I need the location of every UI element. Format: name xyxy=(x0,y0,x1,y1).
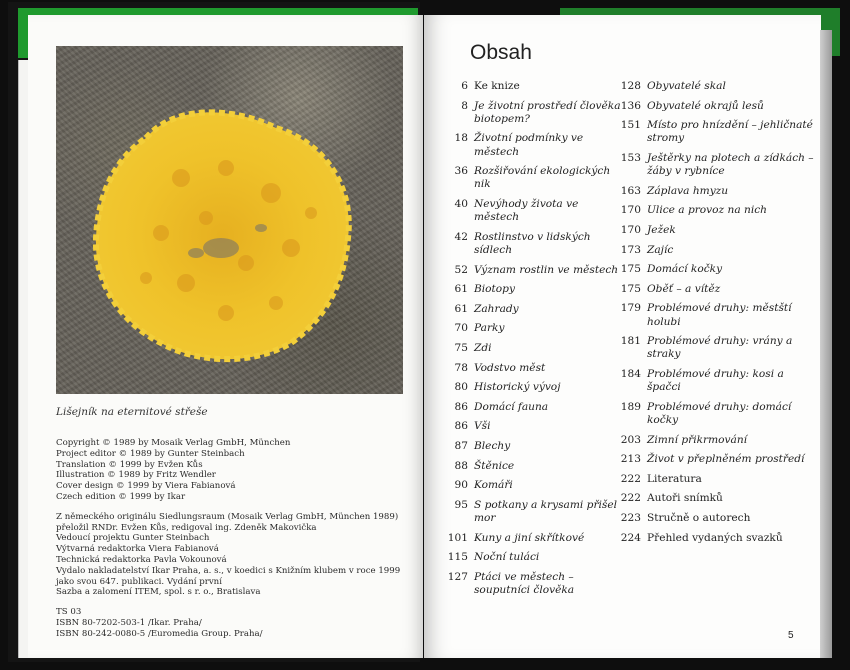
toc-entry xyxy=(444,264,622,277)
isbn-line: ISBN 80-7202-503-1 /Ikar. Praha/ xyxy=(56,617,202,628)
toc-entry-title: Zajíc xyxy=(647,243,674,256)
toc-entry xyxy=(618,453,814,466)
toc-entry-title: Životní podmínky ve městech xyxy=(474,132,584,158)
toc-entry xyxy=(444,571,622,597)
toc-entry xyxy=(618,401,814,427)
toc-entry xyxy=(618,434,814,447)
toc-page-number: 95 xyxy=(454,498,468,511)
toc-page-number: 179 xyxy=(620,302,641,315)
toc-column-left xyxy=(444,80,622,603)
toc-page-number: 222 xyxy=(620,472,641,485)
toc-page-number: 175 xyxy=(620,263,641,276)
toc-page-number: 203 xyxy=(620,433,641,446)
toc-entry xyxy=(444,132,622,158)
toc-entry-title: Zahrady xyxy=(474,302,519,315)
toc-entry xyxy=(618,335,814,361)
toc-page-number: 78 xyxy=(454,361,468,374)
toc-page-number: 136 xyxy=(620,99,641,112)
toc-page-number: 90 xyxy=(454,479,468,492)
toc-entry xyxy=(618,368,814,394)
toc-entry-title: Rostlinstvo v lidských sídlech xyxy=(474,230,591,256)
toc-entry-title: Ježek xyxy=(647,223,676,236)
toc-entry-title: Přehled vydaných svazků xyxy=(647,531,783,544)
toc-entry-title: Domácí fauna xyxy=(474,400,549,413)
toc-column-right xyxy=(618,80,814,551)
toc-page-number: 189 xyxy=(620,400,641,413)
toc-entry xyxy=(444,551,622,564)
toc-entry-title: Štěnice xyxy=(474,459,515,472)
toc-page-number: 88 xyxy=(454,459,468,472)
toc-page-number: 42 xyxy=(454,230,468,243)
copyright-line: Czech edition © 1999 by Ikar xyxy=(56,491,186,502)
toc-entry-title: Problémové druhy: městští holubi xyxy=(647,302,792,328)
toc-entry xyxy=(444,440,622,453)
toc-entry-title: Problémové druhy: vrány a straky xyxy=(647,335,793,361)
toc-entry-title: Oběť – a vítěz xyxy=(647,282,721,295)
toc-entry-title: Vši xyxy=(474,420,491,433)
toc-entry xyxy=(618,80,814,93)
toc-page-number: 101 xyxy=(447,531,468,544)
toc-page-number: 18 xyxy=(454,132,468,145)
toc-entry-title: Vodstvo měst xyxy=(474,361,546,374)
isbn-line: ISBN 80-242-0080-5 /Euromedia Group. Praha/ xyxy=(56,628,263,639)
toc-entry-title: Problémové druhy: domácí kočky xyxy=(647,400,792,426)
toc-page-number: 52 xyxy=(454,263,468,276)
toc-entry-title: Obyvatelé skal xyxy=(647,80,726,92)
toc-entry xyxy=(618,263,814,276)
toc-entry-title: Parky xyxy=(474,322,505,335)
toc-entry-title: Biotopy xyxy=(474,283,515,296)
toc-page-number: 70 xyxy=(454,322,468,335)
toc-entry xyxy=(444,80,622,93)
toc-entry xyxy=(444,100,622,126)
toc-entry xyxy=(444,401,622,414)
toc-entry-title: Obyvatelé okrajů lesů xyxy=(647,99,764,112)
copyright-line: Illustration © 1989 by Fritz Wendler xyxy=(56,470,216,481)
toc-page-number: 36 xyxy=(454,165,468,178)
toc-entry xyxy=(444,303,622,316)
toc-entry xyxy=(618,473,814,486)
page-stack-edge-right xyxy=(820,30,832,658)
page-number: 5 xyxy=(788,630,794,641)
toc-entry-title: Problémové druhy: kosi a špačci xyxy=(647,367,784,394)
toc-page-number: 40 xyxy=(454,197,468,210)
toc-entry-title: Rozšiřování ekologických nik xyxy=(474,165,611,191)
toc-entry xyxy=(618,244,814,257)
credits-line: Vydalo nakladatelství Ikar Praha, a. s., v koedici s Knižním klubem v roce 1999 xyxy=(56,565,401,576)
toc-page-number: 75 xyxy=(454,341,468,354)
isbn-line: TS 03 xyxy=(56,607,82,618)
credits-block xyxy=(56,511,401,598)
toc-page-number: 86 xyxy=(454,400,468,413)
toc-entry-title: Život v přeplněném prostředí xyxy=(647,453,805,466)
toc-entry xyxy=(618,532,814,545)
toc-entry xyxy=(618,224,814,237)
toc-page-number: 8 xyxy=(461,99,468,112)
toc-entry-title: Místo pro hnízdění – jehličnaté stromy xyxy=(647,119,813,145)
toc-entry xyxy=(444,165,622,191)
toc-title: Obsah xyxy=(470,41,532,64)
toc-page-number: 80 xyxy=(454,381,468,394)
toc-entry-title: Zdi xyxy=(474,341,492,354)
toc-entry xyxy=(444,231,622,257)
toc-entry-title: Komáři xyxy=(474,479,513,492)
toc-entry xyxy=(444,283,622,296)
credits-line: Z německého originálu Siedlungsraum (Mosaik Verlag GmbH, München 1989) xyxy=(56,511,399,522)
copyright-line: Copyright © 1989 by Mosaik Verlag GmbH, München xyxy=(56,438,291,448)
toc-page-number: 181 xyxy=(620,335,641,348)
credits-line: Vedoucí projektu Gunter Steinbach xyxy=(56,533,210,544)
toc-entry xyxy=(444,420,622,433)
copyright-line: Cover design © 1999 by Viera Fabianová xyxy=(56,481,236,492)
toc-entry xyxy=(618,185,814,198)
toc-page-number: 128 xyxy=(620,80,641,92)
copyright-block xyxy=(56,438,396,503)
toc-entry-title: Ptáci ve městech – souputníci člověka xyxy=(474,570,575,596)
toc-entry xyxy=(444,342,622,355)
photo-caption: Lišejník na eternitové střeše xyxy=(56,406,208,418)
toc-page-number: 127 xyxy=(447,570,468,583)
copyright-line: Project editor © 1989 by Gunter Steinbach xyxy=(56,448,245,459)
toc-page-number: 153 xyxy=(620,151,641,164)
toc-entry-title: Význam rostlin ve městech xyxy=(474,263,619,276)
imprint-column xyxy=(56,438,401,640)
toc-entry xyxy=(618,492,814,505)
toc-entry xyxy=(444,362,622,375)
toc-entry xyxy=(444,499,622,525)
toc-entry-title: Literatura xyxy=(647,472,702,485)
toc-entry-title: Noční tuláci xyxy=(474,551,540,564)
toc-entry-title: Ke knize xyxy=(474,80,520,92)
toc-page-number: 170 xyxy=(620,223,641,236)
credits-line: Sazba a zalomení ITEM, spol. s r. o., Bratislava xyxy=(56,587,261,598)
toc-page-number: 6 xyxy=(461,80,468,92)
toc-entry-title: Záplava hmyzu xyxy=(647,184,729,197)
toc-entry xyxy=(618,302,814,328)
toc-entry-title: Stručně o autorech xyxy=(647,511,751,524)
toc-page-number: 223 xyxy=(620,511,641,524)
toc-page-number: 170 xyxy=(620,204,641,217)
credits-line: jako svou 647. publikaci. Vydání první xyxy=(56,576,222,587)
toc-entry-title: Kuny a jiní skřítkové xyxy=(474,531,585,544)
isbn-block xyxy=(56,607,396,639)
copyright-line: Translation © 1999 by Evžen Kůs xyxy=(56,459,203,470)
toc-entry-title: S potkany a krysami přišel mor xyxy=(474,498,617,524)
toc-entry xyxy=(618,283,814,296)
toc-entry xyxy=(618,152,814,178)
toc-entry xyxy=(618,100,814,113)
toc-entry-title: Domácí kočky xyxy=(647,263,723,276)
credits-line: Výtvarná redaktorka Viera Fabianová xyxy=(56,544,219,555)
toc-entry xyxy=(444,460,622,473)
toc-page-number: 222 xyxy=(620,492,641,505)
toc-entry xyxy=(444,532,622,545)
toc-entry-title: Nevýhody života ve městech xyxy=(474,197,579,224)
toc-page-number: 87 xyxy=(454,439,468,452)
toc-page-number: 224 xyxy=(620,531,641,544)
toc-entry xyxy=(618,512,814,525)
toc-page-number: 213 xyxy=(620,453,641,466)
toc-entry xyxy=(618,119,814,145)
toc-entry-title: Ještěrky na plotech a zídkách – žáby v rybníce xyxy=(647,151,814,178)
toc-entry-title: Blechy xyxy=(474,439,511,452)
toc-entry xyxy=(444,322,622,335)
toc-entry xyxy=(444,198,622,224)
toc-page-number: 173 xyxy=(620,243,641,256)
lichen-photo xyxy=(56,46,403,394)
toc-page-number: 163 xyxy=(620,184,641,197)
toc-page-number: 151 xyxy=(620,119,641,132)
lichen-shape xyxy=(86,98,356,368)
toc-page-number: 61 xyxy=(454,302,468,315)
toc-entry xyxy=(444,479,622,492)
toc-page-number: 184 xyxy=(620,367,641,380)
toc-entry xyxy=(618,204,814,217)
toc-entry xyxy=(444,381,622,394)
toc-entry-title: Ulice a provoz na nich xyxy=(647,204,767,217)
toc-page-number: 86 xyxy=(454,420,468,433)
toc-entry-title: Autoři snímků xyxy=(647,492,723,505)
toc-page-number: 175 xyxy=(620,282,641,295)
toc-entry-title: Zimní přikrmování xyxy=(647,433,748,446)
toc-entry-title: Historický vývoj xyxy=(474,381,561,394)
toc-entry-title: Je životní prostředí člověka biotopem? xyxy=(474,99,621,125)
credits-line: přeložil RNDr. Evžen Kůs, redigoval ing. Zdeněk Makovička xyxy=(56,522,317,533)
toc-page-number: 115 xyxy=(447,551,468,564)
toc-page-number: 61 xyxy=(454,283,468,296)
credits-line: Technická redaktorka Pavla Vokounová xyxy=(56,554,227,565)
